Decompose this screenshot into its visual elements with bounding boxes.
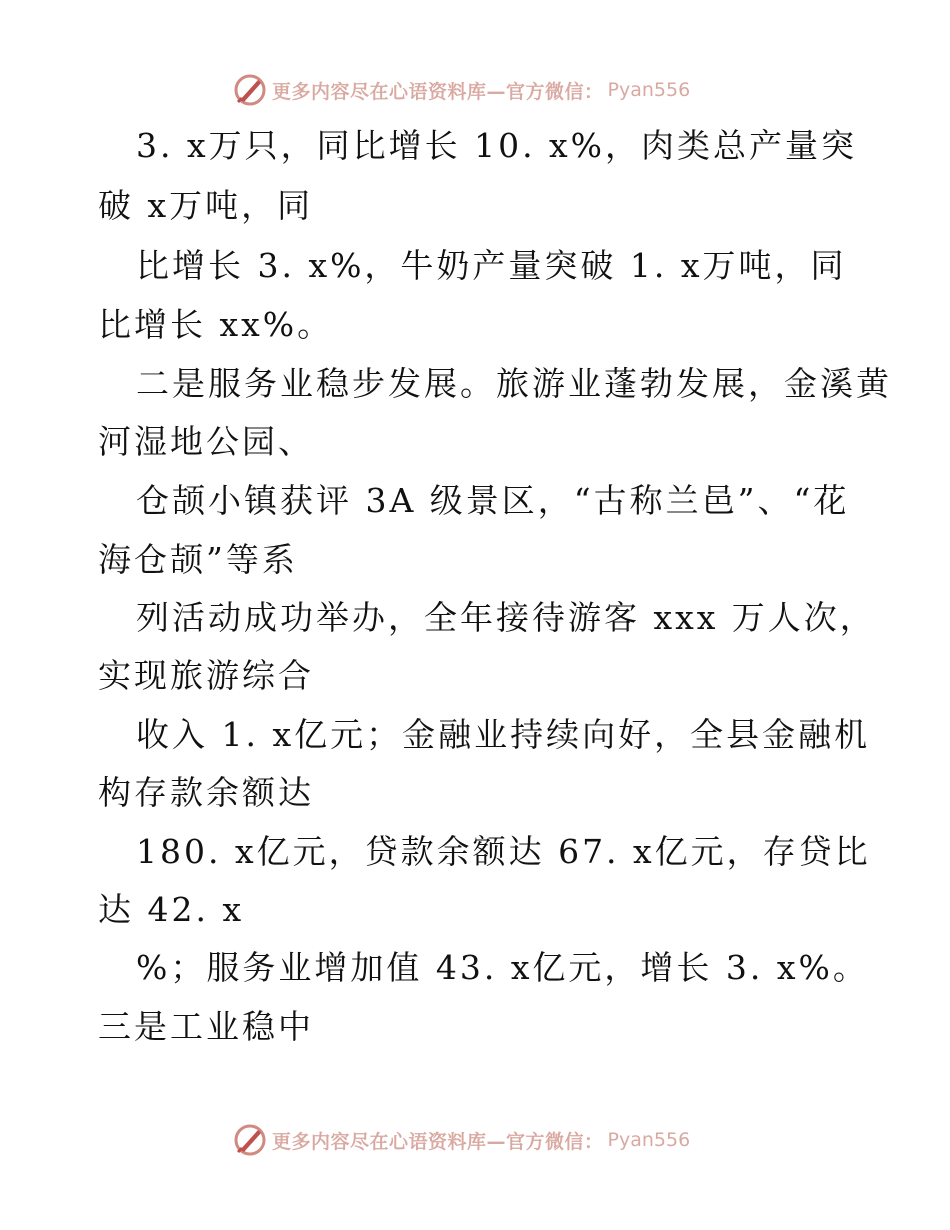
text-line: 二是服务业稳步发展。旅游业蓬勃发展，金溪黄 xyxy=(136,364,892,403)
text-line: 海仓颉”等系 xyxy=(98,540,298,579)
text-line: 构存款余额达 xyxy=(98,773,314,812)
watermark-wechat-id: Pyan556 xyxy=(607,1129,691,1151)
text-line: 实现旅游综合 xyxy=(98,656,314,695)
quill-logo-icon xyxy=(232,72,268,108)
header-watermark xyxy=(232,70,690,110)
watermark-text: 更多内容尽在心语资料库—官方微信： xyxy=(272,1130,604,1153)
watermark-text: 更多内容尽在心语资料库—官方微信： xyxy=(272,80,604,103)
watermark-wechat-id: Pyan556 xyxy=(607,79,691,101)
text-line: 180. x亿元，贷款余额达 67. x亿元，存贷比 xyxy=(136,832,871,871)
text-line: 3. x万只，同比增长 10. x%，肉类总产量突 xyxy=(136,126,858,165)
text-line: 仓颉小镇获评 3A 级景区，“古称兰邑”、“花 xyxy=(136,481,850,520)
text-line: %；服务业增加值 43. x亿元，增长 3. x%。 xyxy=(136,948,869,987)
quill-logo-icon xyxy=(232,1122,268,1158)
text-line: 破 x万吨，同 xyxy=(98,186,314,225)
text-line: 河湿地公园、 xyxy=(98,422,314,461)
text-line: 比增长 xx%。 xyxy=(98,305,334,344)
text-line: 比增长 3. x%，牛奶产量突破 1. x万吨，同 xyxy=(136,246,847,285)
footer-watermark xyxy=(232,1120,690,1160)
text-line: 列活动成功举办，全年接待游客 xxx 万人次， xyxy=(136,598,876,637)
text-line: 达 42. x xyxy=(98,890,245,929)
text-line: 三是工业稳中 xyxy=(98,1007,314,1046)
text-line: 收入 1. x亿元；金融业持续向好，全县金融机 xyxy=(136,715,871,754)
